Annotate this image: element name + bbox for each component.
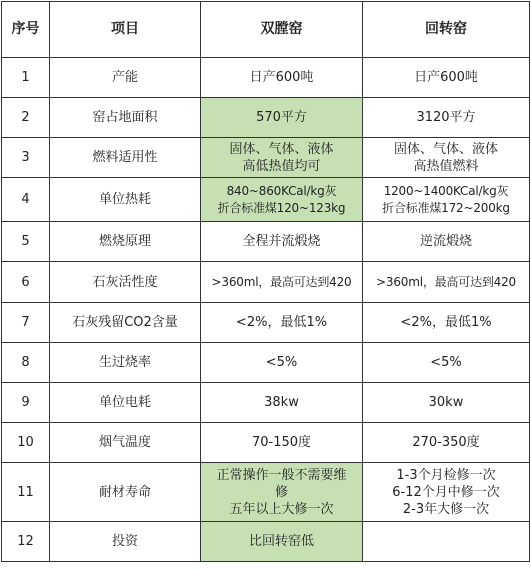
table-row xyxy=(2,463,530,522)
row-index: 1 xyxy=(2,58,50,98)
cell-rotary: 30kw xyxy=(363,383,530,423)
cell-double-chamber: <2%，最低1% xyxy=(201,303,363,343)
table-row xyxy=(2,138,530,178)
cell-line: 6-12个月中修一次 xyxy=(392,484,500,500)
header-rotary-kiln: 回转窑 xyxy=(363,2,530,58)
table-row xyxy=(2,303,530,343)
row-item: 生过烧率 xyxy=(50,343,201,383)
cell-rotary xyxy=(363,522,530,562)
row-index: 12 xyxy=(2,522,50,562)
cell-double-chamber: <5% xyxy=(201,343,363,383)
cell-double-chamber: >360ml，最高可达到420 xyxy=(201,262,363,303)
cell-rotary xyxy=(363,138,530,178)
cell-double-chamber xyxy=(201,178,363,222)
table-row xyxy=(2,58,530,98)
header-index: 序号 xyxy=(2,2,50,58)
cell-double-chamber: 日产600吨 xyxy=(201,58,363,98)
row-index: 4 xyxy=(2,178,50,222)
cell-line: 高低热值均可 xyxy=(242,158,321,174)
header-item: 项目 xyxy=(50,2,201,58)
cell-line: 2-3年大修一次 xyxy=(402,501,490,517)
cell-line: 1200~1400KCal/kg灰 xyxy=(383,183,509,198)
cell-line: 固体、气体、液体 xyxy=(393,141,498,157)
row-item: 燃料适用性 xyxy=(50,138,201,178)
row-index: 6 xyxy=(2,262,50,303)
cell-double-chamber: 70-150度 xyxy=(201,423,363,463)
row-index: 10 xyxy=(2,423,50,463)
cell-double-chamber xyxy=(201,138,363,178)
cell-rotary: 270-350度 xyxy=(363,423,530,463)
cell-line: 1-3个月检修一次 xyxy=(396,467,496,483)
row-index: 8 xyxy=(2,343,50,383)
table-row xyxy=(2,98,530,138)
table-row xyxy=(2,178,530,222)
cell-rotary: 逆流煅烧 xyxy=(363,222,530,262)
cell-line: 五年以上大修一次 xyxy=(229,501,334,517)
cell-line: 折合标准煤120~123kg xyxy=(217,200,346,215)
header-double-chamber-kiln: 双膛窑 xyxy=(201,2,363,58)
cell-double-chamber: 全程并流煅烧 xyxy=(201,222,363,262)
row-item: 燃烧原理 xyxy=(50,222,201,262)
cell-rotary xyxy=(363,178,530,222)
table-row xyxy=(2,222,530,262)
table-row xyxy=(2,262,530,303)
cell-rotary: 日产600吨 xyxy=(363,58,530,98)
cell-rotary: >360ml，最高可达到420 xyxy=(363,262,530,303)
row-index: 2 xyxy=(2,98,50,138)
cell-rotary: 3120平方 xyxy=(363,98,530,138)
table-row xyxy=(2,522,530,562)
table-row xyxy=(2,383,530,423)
cell-double-chamber: 比回转窑低 xyxy=(201,522,363,562)
row-index: 3 xyxy=(2,138,50,178)
cell-rotary: <5% xyxy=(363,343,530,383)
row-item: 烟气温度 xyxy=(50,423,201,463)
row-item: 窑占地面积 xyxy=(50,98,201,138)
cell-line: 折合标准煤172~200kg xyxy=(382,200,510,215)
table-row xyxy=(2,343,530,383)
cell-line: 正常操作一般不需要维 xyxy=(216,467,347,483)
cell-line: 840~860KCal/kg灰 xyxy=(226,183,337,198)
row-index: 11 xyxy=(2,463,50,522)
comparison-table xyxy=(1,1,530,562)
cell-rotary: <2%，最低1% xyxy=(363,303,530,343)
row-index: 9 xyxy=(2,383,50,423)
row-item: 产能 xyxy=(50,58,201,98)
cell-line: 修 xyxy=(274,484,288,500)
cell-rotary xyxy=(363,463,530,522)
cell-double-chamber: 38kw xyxy=(201,383,363,423)
row-index: 7 xyxy=(2,303,50,343)
cell-double-chamber: 570平方 xyxy=(201,98,363,138)
cell-double-chamber xyxy=(201,463,363,522)
table-row xyxy=(2,423,530,463)
row-item: 石灰活性度 xyxy=(50,262,201,303)
row-item: 耐材寿命 xyxy=(50,463,201,522)
header-row xyxy=(2,2,530,58)
row-item: 单位热耗 xyxy=(50,178,201,222)
row-index: 5 xyxy=(2,222,50,262)
cell-line: 固体、气体、液体 xyxy=(229,141,334,157)
row-item: 投资 xyxy=(50,522,201,562)
row-item: 单位电耗 xyxy=(50,383,201,423)
row-item: 石灰残留CO2含量 xyxy=(50,303,201,343)
cell-line: 高热值燃料 xyxy=(413,158,479,174)
